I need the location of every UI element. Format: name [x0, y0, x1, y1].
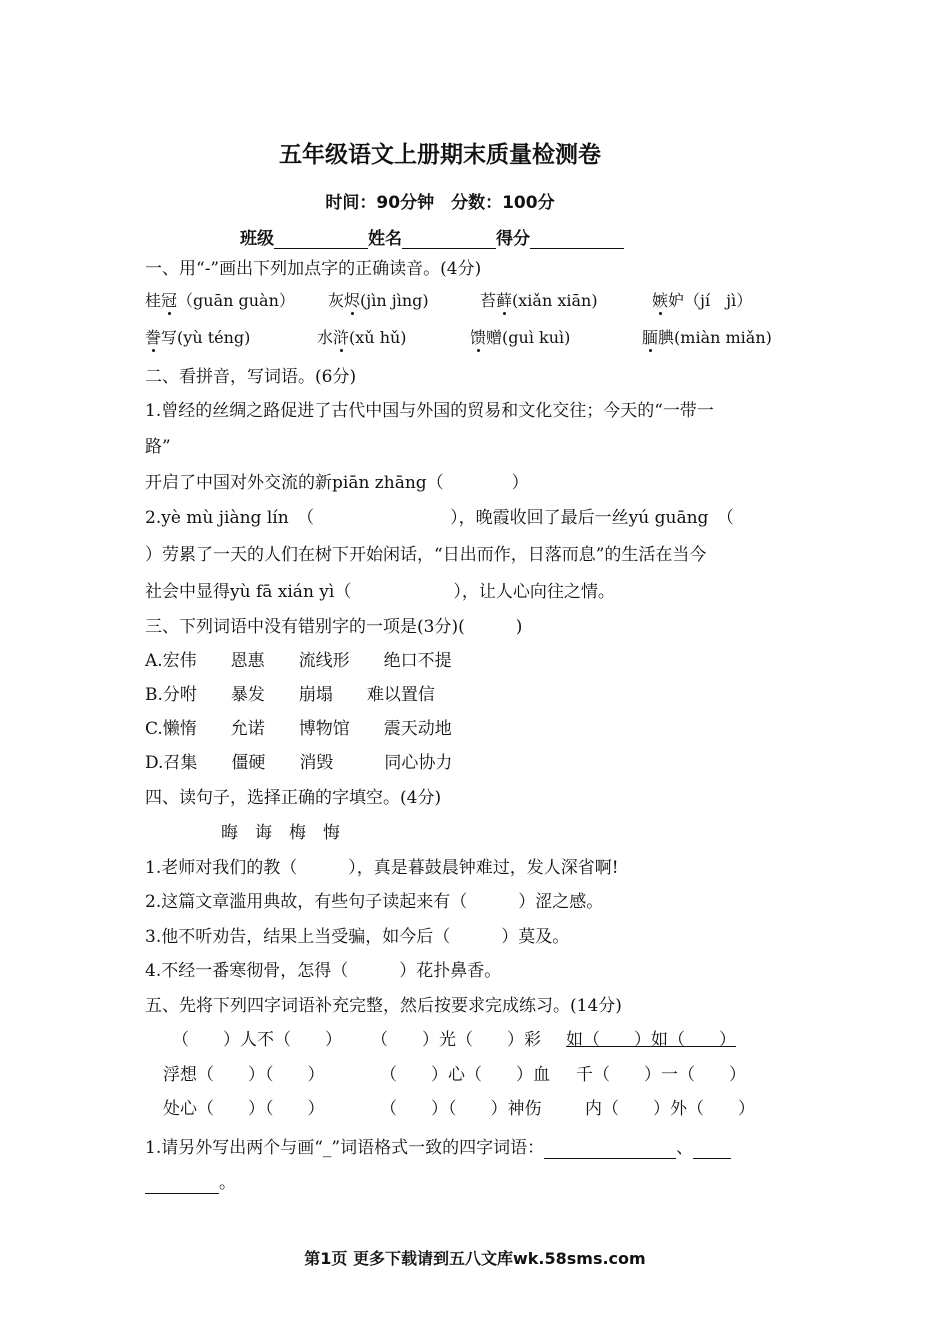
- dotted-char: 浒: [333, 328, 350, 347]
- dotted-char: 嫉: [652, 291, 669, 310]
- dotted-char: 藓: [496, 291, 513, 310]
- section-2-line: 2.yè mù jiàng lín （ ），晚霞收回了最后一丝yú guāng （: [145, 508, 734, 528]
- pinyin-item: 桂冠（guān guàn）: [145, 291, 295, 310]
- name-blank[interactable]: [402, 228, 496, 249]
- section-3-heading: 三、下列词语中没有错别字的一项是(3分)( ): [145, 617, 523, 637]
- option-b[interactable]: B.分咐 暴发 崩塌 难以置信: [145, 685, 435, 705]
- answer-blank[interactable]: [145, 1177, 219, 1194]
- answer-blank[interactable]: [693, 1142, 731, 1159]
- section-2-line: 社会中显得yù fā xián yì（ ），让人心向往之情。: [145, 582, 615, 602]
- section-2-line: ）劳累了一天的人们在树下开始闲话，“日出而作，日落而息”的生活在当今: [145, 545, 707, 565]
- name-label: 姓名: [368, 229, 402, 249]
- idiom-blank: （ ）心（ ）血: [380, 1065, 550, 1085]
- section-4-heading: 四、读句子，选择正确的字填空。(4分): [145, 788, 442, 808]
- pinyin-item: 苔藓(xiǎn xiān): [480, 291, 598, 310]
- fill-sentence: 1.老师对我们的教（ ），真是暮鼓晨钟难过，发人深省啊!: [145, 858, 619, 878]
- option-d[interactable]: D.召集 僵硬 消毁 同心协力: [145, 753, 453, 773]
- page-footer: 第1页 更多下载请到五八文库wk.58sms.com: [304, 1249, 646, 1268]
- pinyin-item: 水浒(xǔ hǔ): [317, 328, 407, 347]
- underlined-idiom: 如（ ）如（ ）: [566, 1030, 736, 1050]
- section-1-heading: 一、用“-”画出下列加点字的正确读音。(4分): [145, 259, 482, 279]
- class-blank[interactable]: [274, 228, 368, 249]
- section-2-line: 路”: [145, 437, 171, 457]
- idiom-blank: 处心（ ）（ ）: [163, 1099, 325, 1119]
- dotted-char: 誊: [145, 328, 162, 347]
- exam-subtitle: 时间：90分钟 分数：100分: [325, 193, 555, 213]
- section-5-heading: 五、先将下列四字词语补充完整，然后按要求完成练习。(14分): [145, 996, 622, 1016]
- pinyin-item: 灰烬(jìn jìng): [328, 291, 429, 310]
- fill-sentence: 3.他不听劝告，结果上当受骗，如今后（ ）莫及。: [145, 927, 570, 947]
- dotted-char: 烬: [344, 291, 361, 310]
- class-label: 班级: [240, 229, 274, 249]
- pinyin-item: 腼腆(miàn miǎn): [642, 328, 772, 347]
- section-2-line: 开启了中国对外交流的新piān zhāng（ ）: [145, 473, 529, 493]
- dotted-char: 馈: [470, 328, 487, 347]
- page-title: 五年级语文上册期末质量检测卷: [279, 142, 601, 168]
- score-blank[interactable]: [530, 228, 624, 249]
- pinyin-item: 馈赠(guì kuì): [470, 328, 571, 347]
- idiom-blank: （ ）人不（ ）: [172, 1030, 342, 1050]
- score-label: 得分: [496, 229, 530, 249]
- section-5-question-1: 1.请另外写出两个与画“_”词语格式一致的四字词语： 、: [145, 1137, 731, 1159]
- answer-blank[interactable]: [544, 1142, 676, 1159]
- pinyin-item: 誊写(yù téng): [145, 328, 251, 347]
- dotted-char: 冠: [161, 291, 178, 310]
- student-info: [240, 224, 624, 249]
- idiom-blank: （ ）光（ ）彩: [371, 1030, 541, 1050]
- section-2-heading: 二、看拼音，写词语。(6分): [145, 367, 357, 387]
- idiom-blank: （ ）（ ）神伤: [380, 1099, 542, 1119]
- fill-sentence: 4.不经一番寒彻骨，怎得（ ）花扑鼻香。: [145, 961, 502, 981]
- option-a[interactable]: A.宏伟 恩惠 流线形 绝口不提: [145, 651, 452, 671]
- pinyin-item: 嫉妒（jí jì）: [652, 291, 753, 310]
- idiom-blank: 内（ ）外（ ）: [585, 1099, 755, 1119]
- fill-sentence: 2.这篇文章滥用典故，有些句子读起来有（ ）涩之感。: [145, 892, 604, 912]
- idiom-blank: 浮想（ ）（ ）: [163, 1065, 325, 1085]
- char-choices: 晦 诲 梅 悔: [221, 823, 340, 843]
- section-2-line: 1.曾经的丝绸之路促进了古代中国与外国的贸易和文化交往；今天的“一带一: [145, 401, 714, 421]
- section-5-question-1-cont: 。: [145, 1172, 236, 1194]
- option-c[interactable]: C.懒惰 允诺 博物馆 震天动地: [145, 719, 452, 739]
- idiom-blank: 千（ ）一（ ）: [576, 1065, 746, 1085]
- dotted-char: 腼: [642, 328, 659, 347]
